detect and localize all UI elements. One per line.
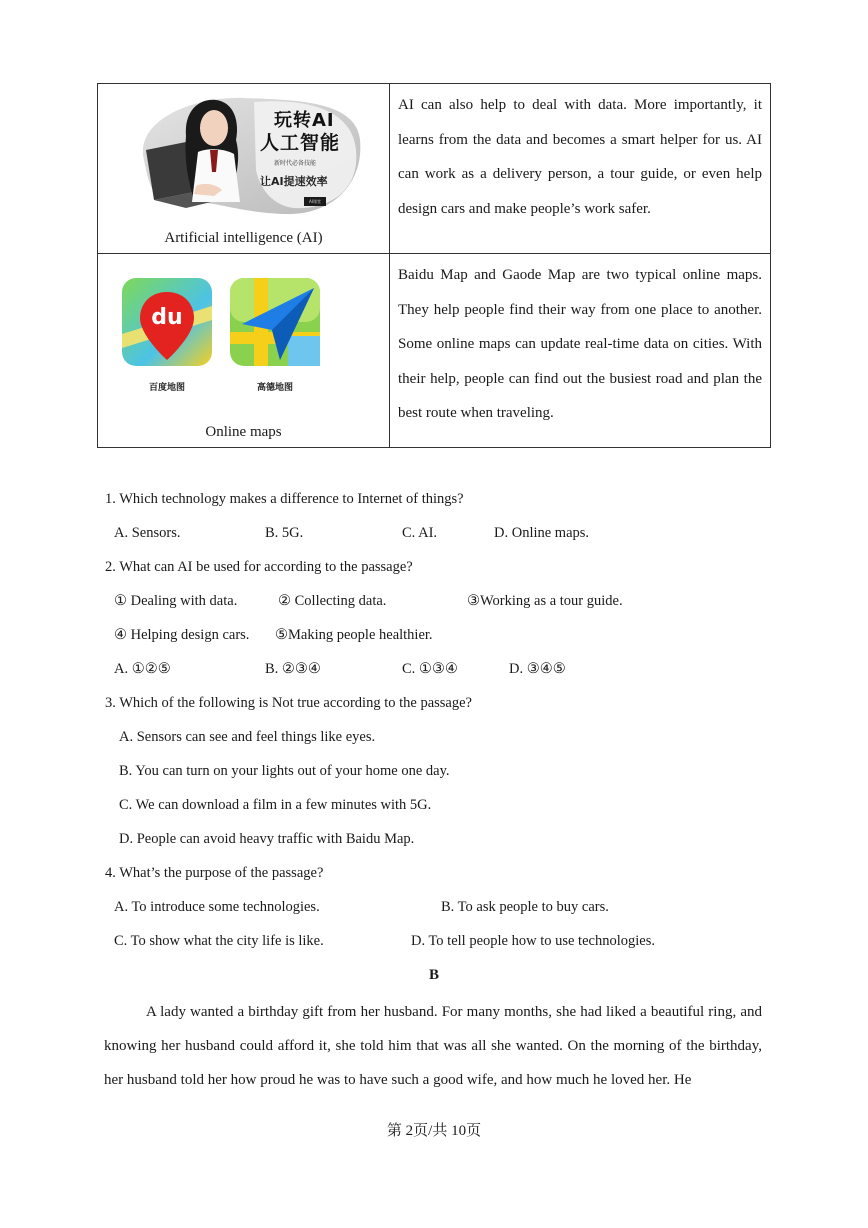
question-4-stem: 4. What’s the purpose of the passage? xyxy=(105,865,324,881)
question-1-option-a: A. Sensors. xyxy=(114,525,181,541)
question-3-option-a: A. Sensors can see and feel things like eyes. xyxy=(119,729,376,745)
question-2-stem: 2. What can AI be used for according to the passage? xyxy=(105,559,413,575)
map-image-cell xyxy=(98,254,390,448)
section-heading: B xyxy=(428,967,439,983)
question-2-option-d: D. ③④⑤ xyxy=(509,661,566,677)
baidu-map-label: 百度地图 xyxy=(148,383,185,393)
ai-image-small-text: 新时代必备技能 xyxy=(274,160,317,167)
table-row xyxy=(98,254,771,448)
image-caption: Artificial intelligence (AI) xyxy=(164,230,323,246)
ai-image-cell xyxy=(98,84,390,254)
page-number: 第 2页/共 10页 xyxy=(386,1123,482,1139)
question-2-item-2: ② Collecting data. xyxy=(278,593,387,609)
question-3-option-c: C. We can download a film in a few minutes with 5G. xyxy=(119,797,432,813)
gaode-map-icon xyxy=(228,276,322,368)
question-1-option-d: D. Online maps. xyxy=(494,525,590,541)
gaode-map-label: 高德地图 xyxy=(256,383,293,393)
question-2-option-b: B. ②③④ xyxy=(265,661,321,677)
section-b-paragraph: A lady wanted a birthday gift from her husband. For many months, she had liked a beautiful ring, and knowing her husband could afford it, she told him that was all she wanted. On the morning of the birthday, her husband told her how proud he was to have such a good wife, and how much he loved her. He xyxy=(104,1004,762,1088)
ai-illustration xyxy=(124,90,364,220)
question-1-option-b: B. 5G. xyxy=(265,525,304,541)
question-4-option-d: D. To tell people how to use technologies. xyxy=(411,933,655,949)
question-4-option-c: C. To show what the city life is like. xyxy=(114,933,324,949)
image-caption: Online maps xyxy=(205,424,282,440)
question-2-item-5: ⑤Making people healthier. xyxy=(275,627,433,643)
ai-image-tag: AI课堂 xyxy=(304,197,326,206)
question-4-option-a: A. To introduce some technologies. xyxy=(114,899,320,915)
question-2-item-1: ① Dealing with data. xyxy=(114,593,238,609)
question-2-item-4: ④ Helping design cars. xyxy=(114,627,250,643)
ai-image-title-2: 人工智能 xyxy=(260,132,341,154)
table-row xyxy=(98,84,771,254)
ai-image-subtitle: 让AI提速效率 xyxy=(260,175,328,188)
passage-cell: Baidu Map and Gaode Map are two typical online maps. They help people find their way from one place to another. Some online maps can update real-time data on cities. With their help, people can find out the busiest road and plan the best route when traveling. xyxy=(390,254,771,448)
question-3-option-b: B. You can turn on your lights out of your home one day. xyxy=(119,763,450,779)
question-3-stem: 3. Which of the following is Not true according to the passage? xyxy=(105,695,472,711)
passage-cell: AI can also help to deal with data. More importantly, it learns from the data and becomes a smart helper for us. AI can work as a delivery person, a tour guide, or even help design cars and make people’s work safer. xyxy=(390,84,771,254)
question-3-option-d: D. People can avoid heavy traffic with Baidu Map. xyxy=(119,831,415,847)
question-2-item-3: ③Working as a tour guide. xyxy=(467,593,623,609)
reading-table xyxy=(97,83,771,448)
baidu-badge: du xyxy=(151,305,183,330)
ai-image-title-1: 玩转AI xyxy=(274,110,335,131)
baidu-map-icon xyxy=(120,276,214,368)
question-1-option-c: C. AI. xyxy=(402,525,438,541)
question-2-option-a: A. ①②⑤ xyxy=(114,661,171,677)
question-4-option-b: B. To ask people to buy cars. xyxy=(441,899,609,915)
question-2-option-c: C. ①③④ xyxy=(402,661,458,677)
question-1-stem: 1. Which technology makes a difference to Internet of things? xyxy=(105,491,464,507)
